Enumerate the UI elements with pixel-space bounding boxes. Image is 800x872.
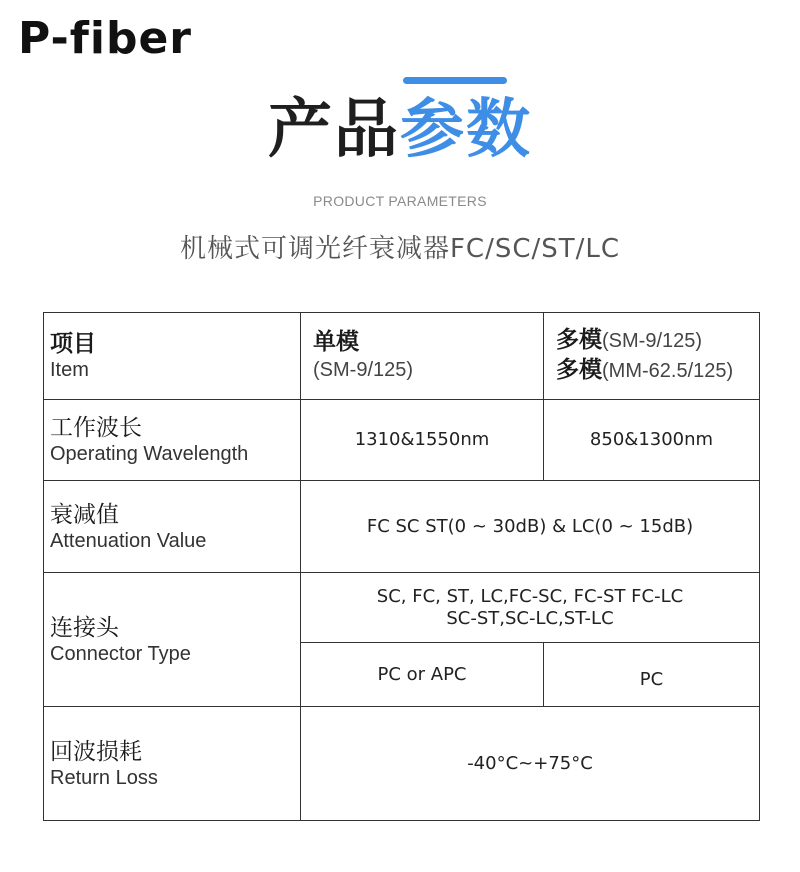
table-row-connector-types — [44, 573, 760, 643]
wavelength-label-en: Operating Wavelength — [50, 443, 249, 465]
connector-label-zh: 连接头 — [50, 614, 119, 641]
header-item-zh: 项目 — [50, 331, 96, 357]
header-item-cell — [44, 313, 301, 400]
return-loss-label-zh: 回波损耗 — [50, 738, 142, 765]
header-item-en: Item — [50, 359, 89, 381]
table-row-wavelength — [44, 400, 760, 481]
header-multi-mode-line2-zh: 多模 — [556, 357, 602, 383]
return-loss-value: -40°C~+75°C — [301, 707, 760, 821]
wavelength-multi-mode-value: 850&1300nm — [544, 400, 760, 481]
header-multi-mode-line1-en: (SM-9/125) — [602, 330, 703, 352]
return-loss-label-en: Return Loss — [50, 766, 158, 789]
attenuation-label-cell — [44, 481, 301, 573]
product-name: 机械式可调光纤衰减器FC/SC/ST/LC — [179, 234, 621, 264]
header-multi-mode-cell — [544, 313, 760, 400]
attenuation-label-en: Attenuation Value — [50, 529, 207, 552]
header-multi-mode-line2-en: (MM-62.5/125) — [602, 360, 734, 382]
attenuation-value: FC SC ST(0 ~ 30dB) & LC(0 ~ 15dB) — [301, 481, 760, 573]
title-accent-bar — [403, 77, 507, 84]
page-title-blue: 参数 — [400, 93, 532, 167]
connector-multi-mode-polish: PC — [544, 643, 760, 707]
header-single-mode-cell — [301, 313, 544, 400]
connector-types-cell — [301, 573, 760, 643]
wavelength-single-mode-value: 1310&1550nm — [301, 400, 544, 481]
return-loss-label-cell — [44, 707, 301, 821]
connector-types-line2: SC-ST,SC-LC,ST-LC — [446, 607, 614, 629]
table-header-row — [44, 313, 760, 400]
page-title-dark: 产品 — [268, 93, 400, 167]
table-row-return-loss — [44, 707, 760, 821]
parameters-table — [43, 312, 760, 821]
header-single-mode-zh: 单模 — [313, 329, 359, 355]
table-row-attenuation — [44, 481, 760, 573]
attenuation-label-zh: 衰减值 — [50, 501, 119, 528]
page-subtitle: PRODUCT PARAMETERS — [313, 193, 487, 209]
header-multi-mode-line1 — [556, 326, 759, 356]
wavelength-label-cell — [44, 400, 301, 481]
connector-label-cell — [44, 573, 301, 707]
header-multi-mode-line2 — [556, 356, 759, 386]
connector-single-mode-polish: PC or APC — [301, 643, 544, 707]
header-single-mode-en: (SM-9/125) — [313, 359, 414, 381]
wavelength-label-zh: 工作波长 — [50, 415, 142, 441]
page-title — [0, 88, 800, 172]
connector-label-en: Connector Type — [50, 642, 191, 665]
connector-types-line1: SC, FC, ST, LC,FC-SC, FC-ST FC-LC — [376, 585, 684, 607]
header-multi-mode-line1-zh: 多模 — [556, 327, 602, 353]
brand-logo: P-fiber — [18, 13, 192, 64]
